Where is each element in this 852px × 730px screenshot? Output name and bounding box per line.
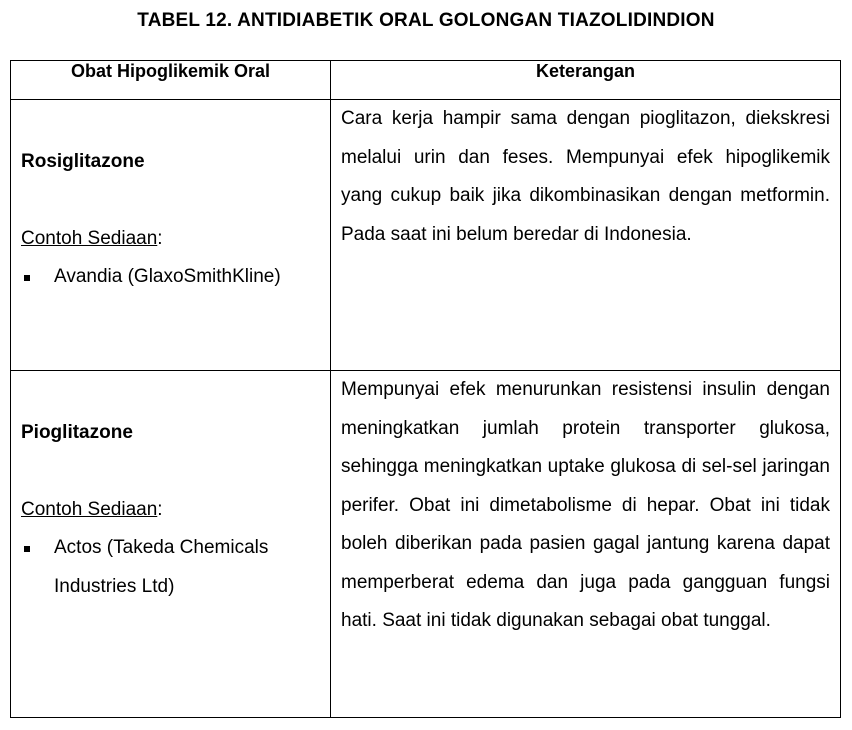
drug-name: Pioglitazone	[21, 421, 133, 443]
spacer	[21, 375, 320, 414]
product-list-item	[21, 258, 320, 297]
keterangan-text: Mempunyai efek menurunkan resistensi insulin dengan meningkatkan jumlah protein transporter glukosa, sehingga meningkatkan uptake glukosa di sel-sel jaringan perifer. Obat ini dimetabolisme di hepar. Obat ini tidak boleh diberikan pada pasien gagal jantung karena dapat memperberat edema dan juga pada gangguan fungsi hati. Saat ini tidak digunakan sebagai obat tunggal.	[341, 379, 830, 631]
bullet-square-icon	[24, 258, 30, 297]
keterangan-cell	[331, 100, 841, 371]
table-row	[11, 371, 841, 718]
contoh-sediaan-label: Contoh Sediaan:	[21, 498, 163, 520]
drug-cell	[11, 371, 331, 718]
drug-name: Rosiglitazone	[21, 150, 145, 172]
header-row	[11, 61, 841, 100]
table-row	[11, 100, 841, 371]
header-obat: Obat Hipoglikemik Oral	[11, 61, 331, 100]
spacer	[21, 104, 320, 143]
table-title: TABEL 12. ANTIDIABETIK ORAL GOLONGAN TIAZOLIDINDION	[137, 10, 715, 31]
spacer	[21, 181, 320, 220]
drug-cell	[11, 100, 331, 371]
product-list-item	[21, 529, 320, 606]
keterangan-cell	[331, 371, 841, 718]
product-name: Actos (Takeda Chemicals Industries Ltd)	[54, 537, 269, 597]
contoh-sediaan-label: Contoh Sediaan:	[21, 227, 163, 249]
spacer	[21, 452, 320, 491]
header-keterangan: Keterangan	[331, 61, 841, 100]
bullet-square-icon	[24, 529, 30, 568]
keterangan-text: Cara kerja hampir sama dengan pioglitazon, diekskresi melalui urin dan feses. Mempunyai efek hipoglikemik yang cukup baik jika dikombinasikan dengan metformin. Pada saat ini belum beredar di Indonesia.	[341, 108, 830, 245]
tiazolidindion-table	[10, 60, 841, 718]
product-name: Avandia (GlaxoSmithKline)	[54, 266, 281, 287]
